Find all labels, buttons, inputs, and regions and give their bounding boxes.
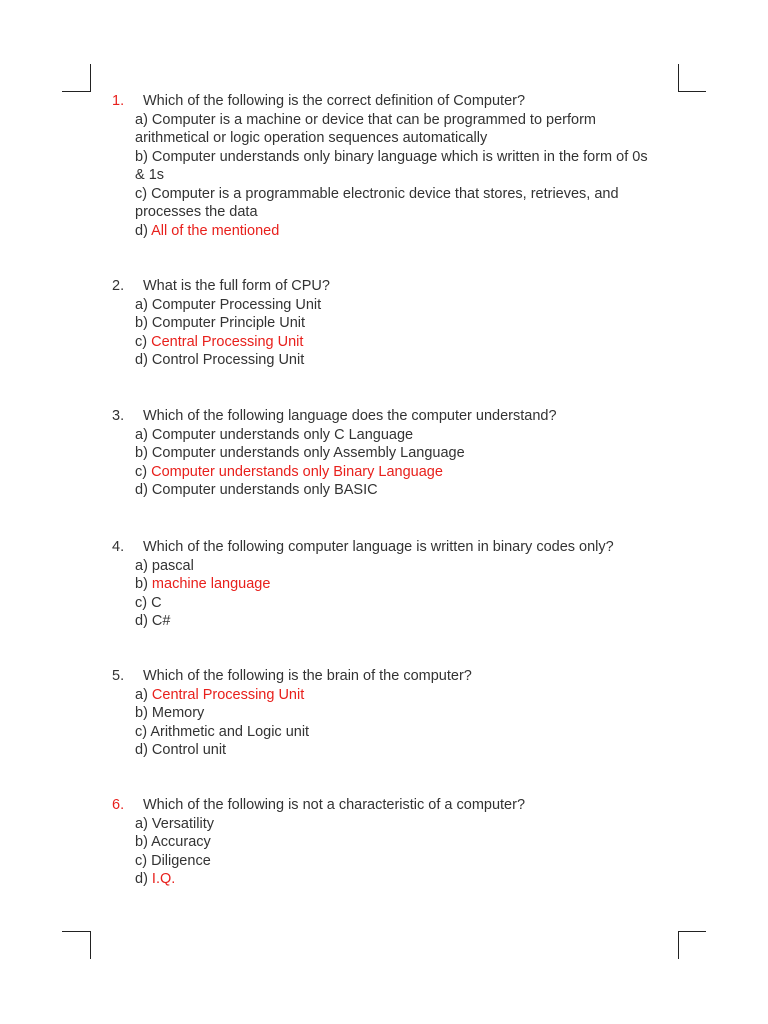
crop-mark-bottom-right — [678, 931, 706, 932]
option-letter: a) — [135, 426, 152, 443]
answer-option — [112, 741, 672, 760]
option-text: Computer Processing Unit — [151, 296, 322, 313]
crop-mark-top-right — [678, 91, 706, 92]
question-number: 6. — [112, 797, 125, 813]
answer-option — [112, 351, 672, 370]
option-text: C# — [151, 613, 171, 629]
option-text: Diligence — [151, 852, 211, 869]
option-text: Computer understands only C Language — [151, 426, 414, 443]
option-letter: d) — [135, 871, 152, 887]
option-letter: d) — [135, 613, 152, 629]
option-text: Computer understands only BASIC — [151, 482, 378, 498]
answer-option — [112, 575, 672, 594]
crop-mark-top-left — [90, 64, 91, 92]
answer-option — [112, 185, 672, 222]
option-letter: b) — [135, 834, 152, 850]
question-heading — [112, 277, 672, 296]
option-letter: c) — [135, 852, 152, 869]
question-block — [112, 277, 672, 370]
answer-option — [112, 686, 672, 705]
question-text: Which of the following computer language is written in binary codes only? — [143, 539, 614, 555]
option-text: Control Processing Unit — [151, 352, 305, 368]
answer-option — [112, 870, 672, 889]
question-number: 1. — [112, 93, 125, 109]
option-text: Computer understands only Assembly Language — [151, 445, 465, 461]
answer-option — [112, 833, 672, 852]
option-text: Computer Principle Unit — [151, 315, 306, 331]
answer-option — [112, 296, 672, 315]
answer-option — [112, 222, 672, 241]
option-letter: a) — [135, 815, 152, 832]
correct-answer-text: I.Q. — [151, 871, 176, 887]
question-text: Which of the following is the brain of the computer? — [143, 668, 472, 684]
question-number: 2. — [112, 278, 125, 294]
answer-option — [112, 852, 672, 871]
option-letter: c) — [135, 594, 152, 611]
option-letter: d) — [135, 352, 152, 368]
answer-option — [112, 481, 672, 500]
question-text: Which of the following is not a characteristic of a computer? — [143, 797, 526, 813]
option-letter: d) — [135, 742, 152, 758]
question-block — [112, 407, 672, 500]
crop-mark-bottom-left — [90, 931, 91, 959]
answer-option — [112, 148, 672, 185]
option-letter: c) — [135, 333, 152, 350]
option-text: Computer understands only binary language which is written in the form of 0s & 1s — [135, 148, 648, 183]
correct-answer-text: Central Processing Unit — [151, 686, 305, 703]
option-text: pascal — [151, 557, 194, 574]
answer-option — [112, 612, 672, 631]
option-letter: a) — [135, 686, 152, 703]
question-heading — [112, 92, 672, 111]
question-text: Which of the following language does the computer understand? — [143, 408, 557, 424]
answer-option — [112, 594, 672, 613]
question-heading — [112, 667, 672, 686]
option-letter: c) — [135, 185, 152, 202]
question-text: What is the full form of CPU? — [143, 278, 330, 294]
option-letter: a) — [135, 557, 152, 574]
correct-answer-text: machine language — [151, 576, 271, 592]
option-text: Memory — [151, 705, 205, 721]
crop-mark-bottom-right — [678, 931, 679, 959]
correct-answer-text: Computer understands only Binary Language — [151, 463, 443, 480]
option-text: C — [151, 594, 162, 611]
option-letter: b) — [135, 705, 152, 721]
answer-option — [112, 111, 672, 148]
question-number: 3. — [112, 408, 125, 424]
question-number: 4. — [112, 539, 125, 555]
option-text: Computer is a machine or device that can be programmed to perform arithmetical or logic operation sequences automatically — [135, 111, 596, 146]
answer-option — [112, 557, 672, 576]
question-block — [112, 796, 672, 889]
answer-option — [112, 815, 672, 834]
option-letter: b) — [135, 445, 152, 461]
question-text: Which of the following is the correct definition of Computer? — [143, 93, 526, 109]
crop-mark-top-right — [678, 64, 679, 92]
option-text: Versatility — [151, 815, 214, 832]
crop-mark-bottom-left — [62, 931, 90, 932]
question-heading — [112, 407, 672, 426]
answer-option — [112, 333, 672, 352]
question-block — [112, 667, 672, 760]
answer-option — [112, 463, 672, 482]
option-text: Arithmetic and Logic unit — [150, 723, 310, 740]
option-letter: b) — [135, 315, 152, 331]
question-block — [112, 538, 672, 631]
option-letter: a) — [135, 296, 152, 313]
option-letter: d) — [135, 482, 152, 498]
answer-option — [112, 444, 672, 463]
crop-mark-top-left — [62, 91, 90, 92]
answer-option — [112, 314, 672, 333]
option-text: Control unit — [151, 742, 227, 758]
question-heading — [112, 796, 672, 815]
option-letter: a) — [135, 111, 152, 128]
answer-option — [112, 704, 672, 723]
correct-answer-text: All of the mentioned — [151, 222, 280, 239]
answer-option — [112, 723, 672, 742]
answer-option — [112, 426, 672, 445]
question-heading — [112, 538, 672, 557]
question-number: 5. — [112, 668, 125, 684]
option-text: Computer is a programmable electronic device that stores, retrieves, and processes the data — [135, 185, 619, 220]
option-letter: b) — [135, 576, 152, 592]
correct-answer-text: Central Processing Unit — [151, 333, 304, 350]
option-letter: d) — [135, 222, 152, 239]
option-letter: b) — [135, 148, 152, 165]
option-text: Accuracy — [151, 834, 211, 850]
option-letter: c) — [135, 463, 152, 480]
option-letter: c) — [135, 723, 151, 740]
question-block — [112, 92, 672, 240]
